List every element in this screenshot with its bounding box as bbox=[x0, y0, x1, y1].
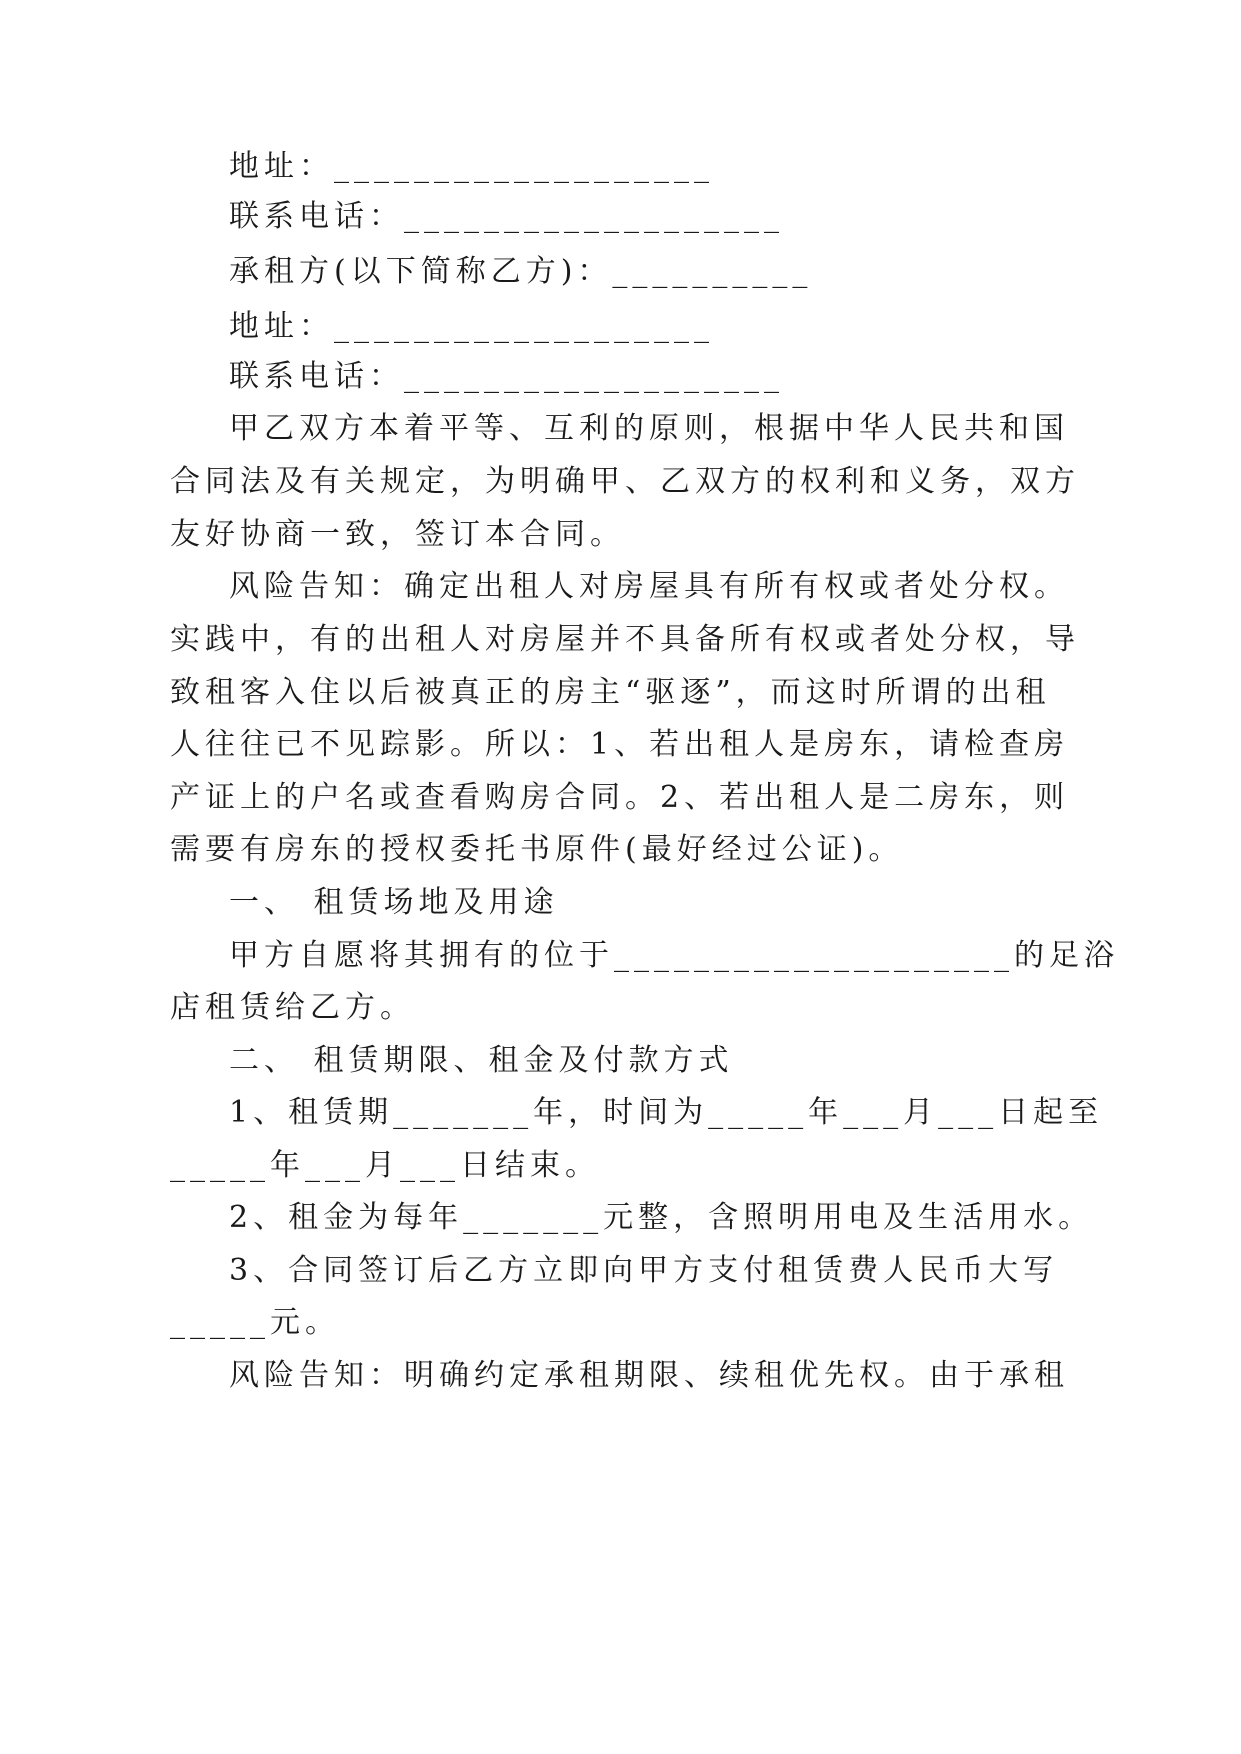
tenant-phone-line: 联系电话：___________________ bbox=[229, 359, 784, 394]
clause-3-line-1: 3、合同签订后乙方立即向甲方支付租赁费人民币大写 bbox=[229, 1253, 1059, 1288]
risk-notice-1-line-6: 需要有房东的授权委托书原件(最好经过公证)。 bbox=[170, 832, 904, 867]
clause-2-line: 2、租金为每年_______元整，含照明用电及生活用水。 bbox=[229, 1200, 1094, 1235]
clause-3-line-2: _____元。 bbox=[170, 1305, 340, 1340]
clause-1-line-2: _____年___月___日结束。 bbox=[170, 1148, 600, 1183]
risk-notice-1-line-1: 风险告知：确定出租人对房屋具有所有权或者处分权。 bbox=[229, 569, 1069, 604]
section-2-heading: 二、 租赁期限、租金及付款方式 bbox=[229, 1043, 734, 1078]
preamble-line-2: 合同法及有关规定，为明确甲、乙双方的权利和义务，双方 bbox=[170, 464, 1080, 499]
section-1-line-2: 店租赁给乙方。 bbox=[170, 990, 415, 1025]
landlord-phone-line: 联系电话：___________________ bbox=[229, 199, 784, 234]
section-1-heading: 一、 租赁场地及用途 bbox=[229, 885, 559, 920]
tenant-address-line: 地址：___________________ bbox=[229, 309, 714, 344]
tenant-line: 承租方(以下简称乙方)：__________ bbox=[229, 254, 813, 289]
preamble-line-1: 甲乙双方本着平等、互利的原则，根据中华人民共和国 bbox=[229, 411, 1069, 446]
risk-notice-1-line-5: 产证上的户名或查看购房合同。2、若出租人是二房东，则 bbox=[170, 780, 1070, 815]
risk-notice-1-line-2: 实践中，有的出租人对房屋并不具备所有权或者处分权，导 bbox=[170, 622, 1080, 657]
landlord-address-line: 地址：___________________ bbox=[229, 149, 714, 184]
section-1-line-1: 甲方自愿将其拥有的位于____________________的足浴 bbox=[229, 938, 1119, 973]
risk-notice-2-line-1: 风险告知：明确约定承租期限、续租优先权。由于承租 bbox=[229, 1358, 1069, 1393]
clause-1-line-1: 1、租赁期_______年，时间为_____年___月___日起至 bbox=[229, 1095, 1104, 1130]
preamble-line-3: 友好协商一致，签订本合同。 bbox=[170, 517, 625, 552]
risk-notice-1-line-3: 致租客入住以后被真正的房主“驱逐”，而这时所谓的出租 bbox=[170, 675, 1051, 710]
risk-notice-1-line-4: 人往往已不见踪影。所以：1、若出租人是房东，请检查房 bbox=[170, 727, 1070, 762]
